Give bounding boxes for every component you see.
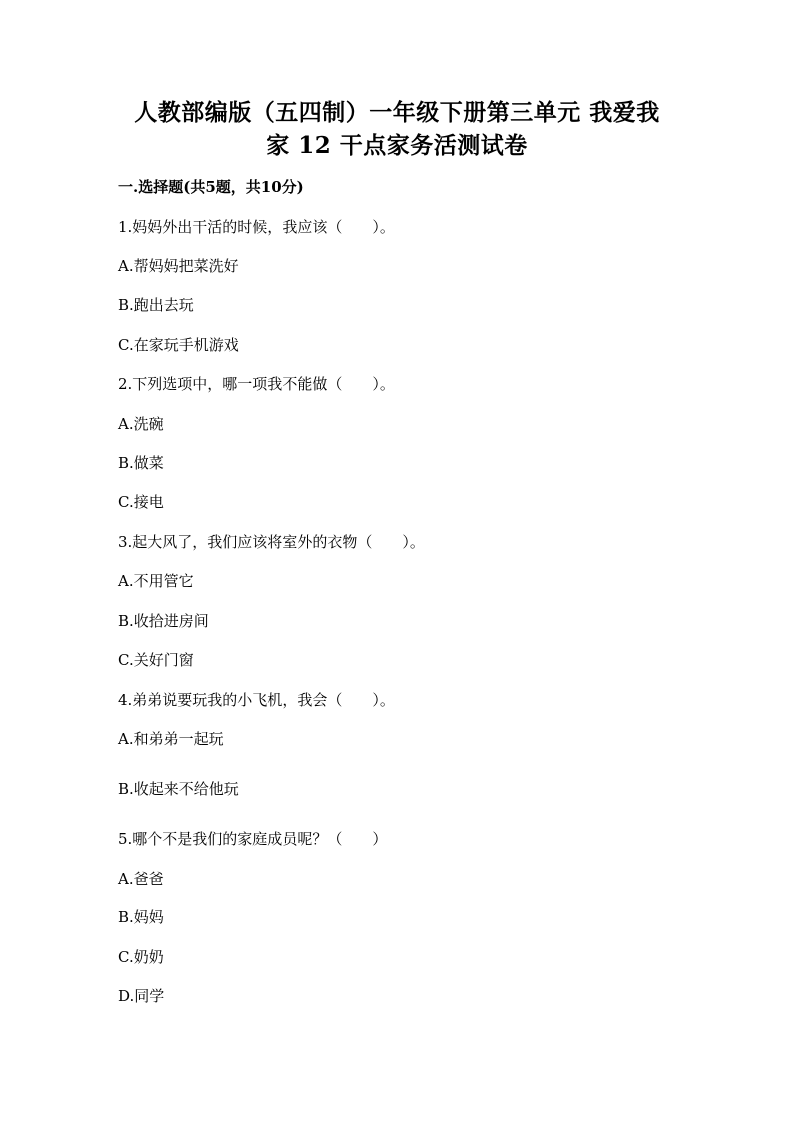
question-1-option-b: B.跑出去玩 <box>118 296 194 314</box>
question-1-option-a: A.帮妈妈把菜洗好 <box>118 257 239 275</box>
question-1-option-c: C.在家玩手机游戏 <box>118 336 239 354</box>
question-3-stem: 3.起大风了，我们应该将室外的衣物（ ）。 <box>118 533 425 551</box>
question-4-option-b: B.收起来不给他玩 <box>118 780 239 798</box>
section-heading: 一.选择题(共5题，共10分) <box>118 178 304 196</box>
question-3-option-c: C.关好门窗 <box>118 651 194 669</box>
question-5-stem: 5.哪个不是我们的家庭成员呢？（ ） <box>118 830 388 848</box>
question-5-option-b: B.妈妈 <box>118 908 164 926</box>
question-2-option-a: A.洗碗 <box>118 415 164 433</box>
question-4-stem: 4.弟弟说要玩我的小飞机，我会（ ）。 <box>118 691 395 709</box>
question-5-option-c: C.奶奶 <box>118 948 164 966</box>
question-3-option-a: A.不用管它 <box>118 572 194 590</box>
question-2-stem: 2.下列选项中，哪一项我不能做（ ）。 <box>118 375 395 393</box>
question-5-option-a: A.爸爸 <box>118 870 164 888</box>
question-4-option-a: A.和弟弟一起玩 <box>118 730 224 748</box>
question-1-stem: 1.妈妈外出干活的时候，我应该（ ）。 <box>118 218 395 236</box>
question-5-option-d: D.同学 <box>118 987 165 1005</box>
question-2-option-c: C.接电 <box>118 493 164 511</box>
question-2-option-b: B.做菜 <box>118 454 164 472</box>
page-title-line-2: 家 12 干点家务活测试卷 <box>266 132 528 159</box>
question-3-option-b: B.收拾进房间 <box>118 612 209 630</box>
page-title-line-1: 人教部编版（五四制）一年级下册第三单元 我爱我 <box>134 99 660 126</box>
